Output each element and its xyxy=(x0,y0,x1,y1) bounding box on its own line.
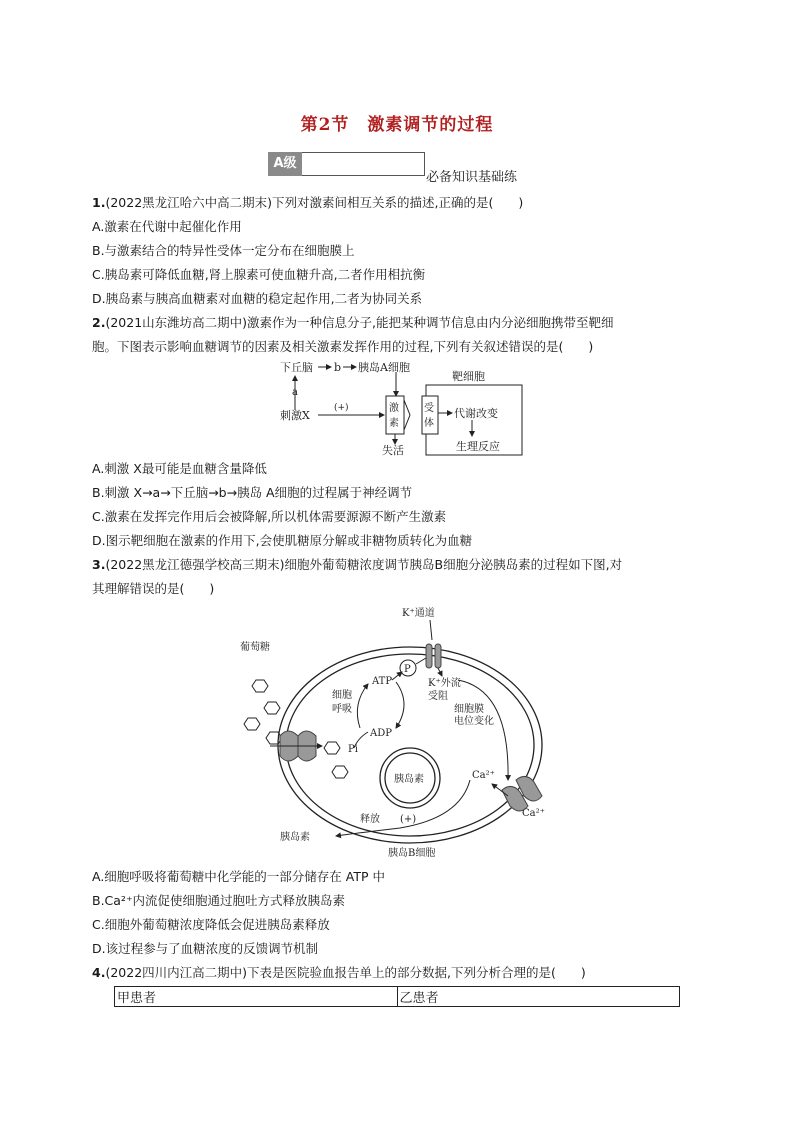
q4-stem xyxy=(92,964,586,982)
q3-blocked-label: 受阻 xyxy=(428,691,448,702)
q2-physio-label: 生理反应 xyxy=(456,440,500,453)
level-badge: A级 xyxy=(268,152,302,176)
q3-cell-label: 细胞 xyxy=(332,690,352,701)
q2-plus-label: (+) xyxy=(334,403,349,413)
q2-stem-line2: 胞。下图表示影响血糖调节的因素及相关激素发挥作用的过程,下列有关叙述错误的是( ) xyxy=(92,339,594,354)
q1-option-b: B.与激素结合的特异性受体一定分布在细胞膜上 xyxy=(92,243,355,258)
q1-option-c: C.胰岛素可降低血糖,肾上腺素可使血糖升高,二者作用相抗衡 xyxy=(92,267,426,282)
q1-number: 1. xyxy=(92,195,106,210)
q2-inactivated-label: 失活 xyxy=(382,444,404,457)
q2-option-d: D.图示靶细胞在激素的作用下,会使肌糖原分解或非糖物质转化为血糖 xyxy=(92,533,473,548)
q3-k-channel-label: K⁺通道 xyxy=(402,608,435,619)
q3-atp-label: ATP xyxy=(372,676,393,687)
level-label: 必备知识基础练 xyxy=(426,170,518,185)
page-title: 第2节 激素调节的过程 xyxy=(300,115,494,135)
q4-number: 4. xyxy=(92,965,106,980)
q3-membrane-label: 细胞膜 xyxy=(454,704,484,715)
q2-hormone-label-2: 素 xyxy=(389,418,399,429)
q2-receptor-label-1: 受 xyxy=(424,403,434,414)
q2-stimulus-label: 刺激X xyxy=(280,409,310,422)
q3-option-a: A.细胞呼吸将葡萄糖中化学能的一部分储存在 ATP 中 xyxy=(92,869,386,884)
q3-ca-out-label: Ca²⁺ xyxy=(522,808,545,819)
q3-option-c: C.细胞外葡萄糖浓度降低会促进胰岛素释放 xyxy=(92,917,330,932)
q1-stem-text: (2022黑龙江哈六中高二期末)下列对激素间相互关系的描述,正确的是( ) xyxy=(105,195,524,210)
q3-k-efflux-label: K⁺外流 xyxy=(428,678,461,689)
q2-metabolism-label: 代谢改变 xyxy=(454,407,498,420)
level-divider xyxy=(302,152,425,176)
q3-resp-label: 呼吸 xyxy=(332,704,352,715)
q2-a-label: a xyxy=(292,387,298,398)
q2-option-b: B.刺激 X→a→下丘脑→b→胰岛 A细胞的过程属于神经调节 xyxy=(92,485,413,500)
q1-option-d: D.胰岛素与胰高血糖素对血糖的稳定起作用,二者为协同关系 xyxy=(92,291,423,306)
q3-stem-line1 xyxy=(92,556,622,574)
q3-adp-label: ADP xyxy=(370,728,392,739)
q2-b-label: b xyxy=(334,361,342,374)
q4-stem-text: (2022四川内江高二期中)下表是医院验血报告单上的部分数据,下列分析合理的是( ) xyxy=(105,965,586,980)
q4-table xyxy=(114,986,680,1007)
q3-stem-text1: (2022黑龙江德强学校高三期末)细胞外葡萄糖浓度调节胰岛B细胞分泌胰岛素的过程如下图,对 xyxy=(105,557,623,572)
q2-stem-line1 xyxy=(92,314,614,332)
q3-cell-membrane-inner xyxy=(286,654,534,836)
q2-option-a: A.刺激 X最可能是血糖含量降低 xyxy=(92,461,267,476)
q2-target-cell-label: 靶细胞 xyxy=(452,370,485,383)
q1-stem xyxy=(92,194,523,212)
q3-bcell-label: 胰岛B细胞 xyxy=(388,848,436,859)
q2-hypothalamus-label: 下丘脑 xyxy=(280,361,313,374)
q3-option-b: B.Ca²⁺内流促使细胞通过胞吐方式释放胰岛素 xyxy=(92,893,346,908)
q3-plus-label: (+) xyxy=(400,814,417,825)
q3-ca-in-label: Ca²⁺ xyxy=(472,770,495,781)
q3-pi-label: Pi xyxy=(348,744,358,755)
q2-option-c: C.激素在发挥完作用后会被降解,所以机体需要源源不断产生激素 xyxy=(92,509,447,524)
q2-stem-text1: (2021山东潍坊高二期中)激素作为一种信息分子,能把某种调节信息由内分泌细胞携带至靶细 xyxy=(105,315,614,330)
q4-header-patient-b: 乙患者 xyxy=(397,987,680,1007)
q3-stem-line2: 其理解错误的是( ) xyxy=(92,581,215,596)
q3-insulin-out-label: 胰岛素 xyxy=(280,832,310,843)
q3-number: 3. xyxy=(92,557,106,572)
q2-islet-a-label: 胰岛A细胞 xyxy=(358,361,410,374)
table-row xyxy=(115,987,680,1007)
q2-receptor-label-2: 体 xyxy=(424,418,434,429)
q3-insulin-in-label: 胰岛素 xyxy=(394,774,424,785)
q3-diagram xyxy=(240,600,560,865)
q3-p-label: P xyxy=(404,664,411,675)
q3-potential-label: 电位变化 xyxy=(454,716,494,727)
q2-number: 2. xyxy=(92,315,106,330)
q3-glucose-label: 葡萄糖 xyxy=(240,642,270,653)
q2-hormone-label-1: 激 xyxy=(389,403,399,414)
q1-option-a: A.激素在代谢中起催化作用 xyxy=(92,219,242,234)
q4-header-patient-a: 甲患者 xyxy=(115,987,398,1007)
q3-option-d: D.该过程参与了血糖浓度的反馈调节机制 xyxy=(92,941,319,956)
q3-release-label: 释放 xyxy=(360,814,380,825)
q2-diagram xyxy=(276,358,526,458)
